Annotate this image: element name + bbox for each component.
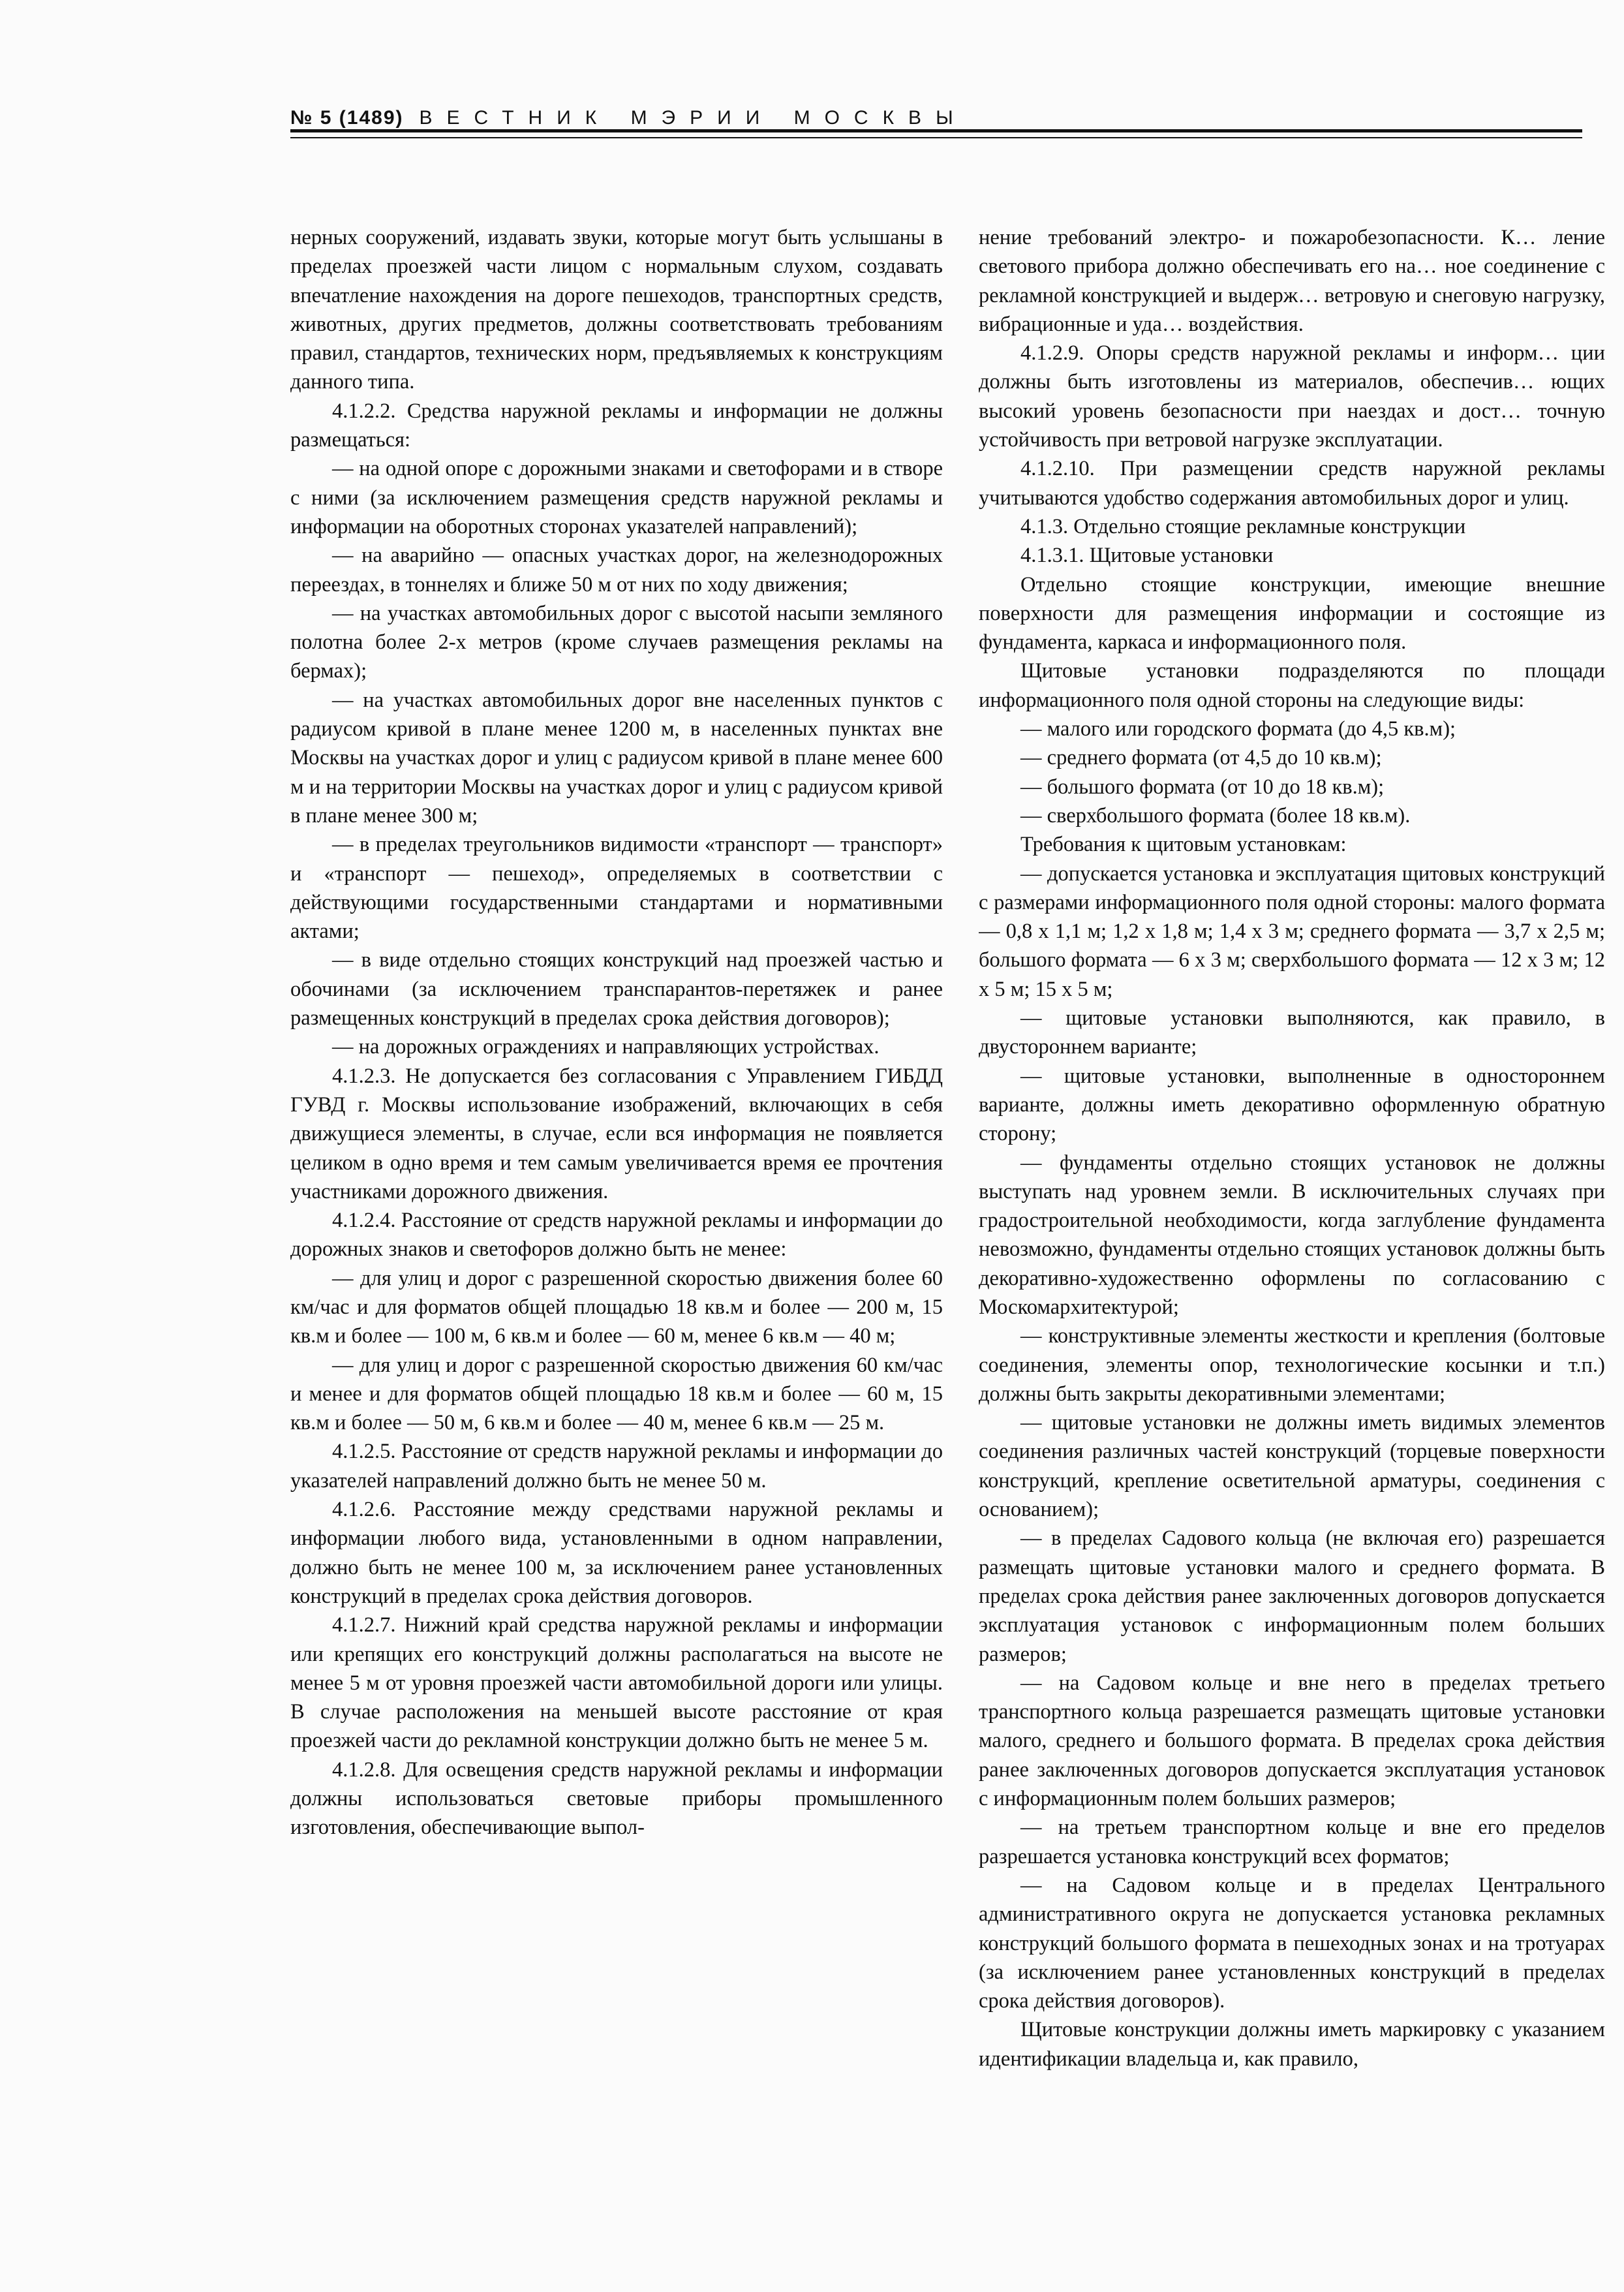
header-rule-thick: [290, 129, 1582, 132]
paragraph: — малого или городского формата (до 4,5 кв.м);: [1020, 717, 1456, 741]
right-text-column: [979, 223, 1605, 2181]
paragraph: — на Садовом кольце и вне него в пределах третьего транспортного кольца разрешается размещать щитовые установки малого, среднего и большого формата. В пределах срока действия ранее заключенных договоров допускается эксплуатация установок с информационным полем больших размеров;: [979, 1671, 1605, 1811]
paragraph: — в пределах Садового кольца (не включая его) разрешается размещать щитовые установки малого и среднего формата. В пределах срока действия ранее заключенных договоров допускается эксплуатация установок с информационным полем больших размеров;: [979, 1526, 1605, 1666]
paragraph: — на третьем транспортном кольце и вне его пределов разрешается установка конструкций всех форматов;: [979, 1816, 1605, 1868]
paragraph: — большого формата (от 10 до 18 кв.м);: [1020, 775, 1385, 799]
paragraph: — для улиц и дорог с разрешенной скоростью движения более 60 км/час и для форматов общей площадью 18 кв.м и более — 200 м, 15 кв.м и более — 100 м, 6 кв.м и более — 60 м, менее 6 кв.м — 40 м;: [290, 1266, 943, 1348]
paragraph: 4.1.2.4. Расстояние от средств наружной рекламы и информации до дорожных знаков и светофоров должно быть не менее:: [290, 1209, 943, 1262]
paragraph: 4.1.2.6. Расстояние между средствами наружной рекламы и информации любого вида, установленными в одном направлении, должно быть не менее 100 м, за исключением ранее установленных конструкций в пределах срока действия договоров.: [290, 1498, 943, 1608]
paragraph: — на дорожных ограждениях и направляющих устройствах.: [332, 1035, 880, 1059]
paragraph: 4.1.2.3. Не допускается без согласования с Управлением ГИБДД ГУВД г. Москвы использование изображений, включающих в себя движущиеся элементы, в случае, если вся информация не появляется целиком в одно время и тем самым увеличивается время ее прочтения участниками дорожного движения.: [290, 1064, 943, 1203]
running-header: [290, 98, 1582, 129]
paragraph: 4.1.3. Отдельно стоящие рекламные конструкции: [1020, 514, 1466, 538]
paragraph: — щитовые установки выполняются, как правило, в двустороннем варианте;: [979, 1006, 1605, 1059]
paragraph: — щитовые установки не должны иметь видимых элементов соединения различных частей конструкций (торцевые поверхности конструкций, крепление осветительной арматуры, соединения с основанием);: [979, 1411, 1605, 1522]
paragraph: — на одной опоре с дорожными знаками и светофорами и в створе с ними (за исключением размещения средств наружной рекламы и информации на оборотных сторонах указателей направлений);: [290, 457, 943, 538]
paragraph: — в виде отдельно стоящих конструкций над проезжей частью и обочинами (за исключением транспарантов-перетяжек и ранее размещенных конструкций в пределах срока действия договоров);: [290, 948, 943, 1030]
paragraph: Щитовые установки подразделяются по площади информационного поля одной стороны на следующие виды:: [979, 659, 1605, 712]
paragraph: Требования к щитовым установкам:: [1020, 833, 1347, 857]
paragraph: — на аварийно — опасных участках дорог, на железнодорожных переездах, в тоннелях и ближе 50 м от них по ходу движения;: [290, 544, 943, 596]
paragraph: — в пределах треугольников видимости «транспорт — транспорт» и «транспорт — пешеход», определяемых в соответствии с действующими государственными стандартами и нормативными актами;: [290, 833, 943, 944]
paragraph: 4.1.2.2. Средства наружной рекламы и информации не должны размещаться:: [290, 399, 943, 452]
paragraph: 4.1.3.1. Щитовые установки: [1020, 544, 1274, 568]
paragraph: — допускается установка и эксплуатация щитовых конструкций с размерами информационного поля одной стороны: малого формата — 0,8 х 1,1 м; 1,2 х 1,8 м; 1,4 х 3 м; среднего формата — 3,7 х 2,5 м; большого формата — 6 х 3 м; сверхбольшого формата — 12 х 3 м; 12 х 5 м; 15 х 5 м;: [979, 861, 1605, 1001]
journal-title: ВЕСТНИК МЭРИИ МОСКВЫ: [419, 107, 968, 129]
paragraph: — на участках автомобильных дорог с высотой насыпи земляного полотна более 2-х метров (кроме случаев размещения рекламы на бермах);: [290, 601, 943, 683]
paragraph: — конструктивные элементы жесткости и крепления (болтовые соединения, элементы опор, технологические косынки и т.п.) должны быть закрыты декоративными элементами;: [979, 1324, 1605, 1406]
paragraph: 4.1.2.10. При размещении средств наружной рекламы учитываются удобство содержания автомобильных дорог и улиц.: [979, 457, 1605, 510]
paragraph: нерных сооружений, издавать звуки, которые могут быть услышаны в пределах проезжей части лицом с нормальным слухом, создавать впечатление нахождения на дороге пешеходов, транспортных средств, животных, других предметов, должны соответствовать требованиям правил, стандартов, технических норм, предъявляемых к конструкциям данного типа.: [290, 226, 943, 394]
issue-number: № 5 (1489): [290, 107, 404, 129]
paragraph: 4.1.2.5. Расстояние от средств наружной рекламы и информации до указателей направлений должно быть не менее 50 м.: [290, 1440, 943, 1493]
paragraph: — на Садовом кольце и в пределах Центрального административного округа не допускается установка рекламных конструкций большого формата в пешеходных зонах и на тротуарах (за исключением ранее установленных конструкций в пределах срока действия договоров).: [979, 1873, 1605, 2013]
left-text-column: [290, 223, 943, 1842]
paragraph: 4.1.2.9. Опоры средств наружной рекламы и информ… ции должны быть изготовлены из материалов, обеспечив… ющих высокий уровень безопасности при наездах и дост… точную устойчивость при ветровой нагрузке эксплуатации.: [979, 341, 1605, 452]
paragraph: — сверхбольшого формата (более 18 кв.м).: [1020, 803, 1411, 828]
paragraph: — для улиц и дорог с разрешенной скоростью движения 60 км/час и менее и для форматов общей площадью 18 кв.м и более — 60 м, 15 кв.м и более — 50 м, 6 кв.м и более — 40 м, менее 6 кв.м — 25 м.: [290, 1353, 943, 1435]
paragraph: — на участках автомобильных дорог вне населенных пунктов с радиусом кривой в плане менее 1200 м, в населенных пунктах вне Москвы на участках дорог и улиц с радиусом кривой в плане менее 600 м и на территории Москвы на участках дорог и улиц с радиусом кривой в плане менее 300 м;: [290, 688, 943, 828]
paragraph: 4.1.2.8. Для освещения средств наружной рекламы и информации должны использоваться световые приборы промышленного изготовления, обеспечивающие выпол-: [290, 1758, 943, 1840]
paragraph: — фундаменты отдельно стоящих установок не должны выступать над уровнем земли. В исключительных случаях при градостроительной необходимости, когда заглубление фундамента невозможно, фундаменты отдельно стоящих установок должны быть декоративно-художественно оформлены по согласованию с Москомархитектурой;: [979, 1151, 1605, 1319]
paragraph: — среднего формата (от 4,5 до 10 кв.м);: [1020, 746, 1382, 770]
paragraph: — щитовые установки, выполненные в одностороннем варианте, должны иметь декоративно оформленную обратную сторону;: [979, 1064, 1605, 1146]
paragraph: Щитовые конструкции должны иметь маркировку с указанием идентификации владельца и, как правило,: [979, 2018, 1605, 2071]
paragraph: Отдельно стоящие конструкции, имеющие внешние поверхности для размещения информации и состоящие из фундамента, каркаса и информационного поля.: [979, 572, 1605, 655]
paragraph: нение требований электро- и пожаробезопасности. К… ление светового прибора должно обеспечивать его на… ное соединение с рекламной конструкцией и выдерж… ветровую и снеговую нагрузку, вибрационные и уда… воздействия.: [979, 226, 1605, 336]
header-rule-thin: [290, 137, 1582, 138]
paragraph: 4.1.2.7. Нижний край средства наружной рекламы и информации или крепящих его конструкций должны располагаться на высоте не менее 5 м от уровня проезжей части автомобильной дороги или улицы. В случае расположения на меньшей высоте расстояние от края проезжей части до рекламной конструкции должно быть не менее 5 м.: [290, 1613, 943, 1753]
